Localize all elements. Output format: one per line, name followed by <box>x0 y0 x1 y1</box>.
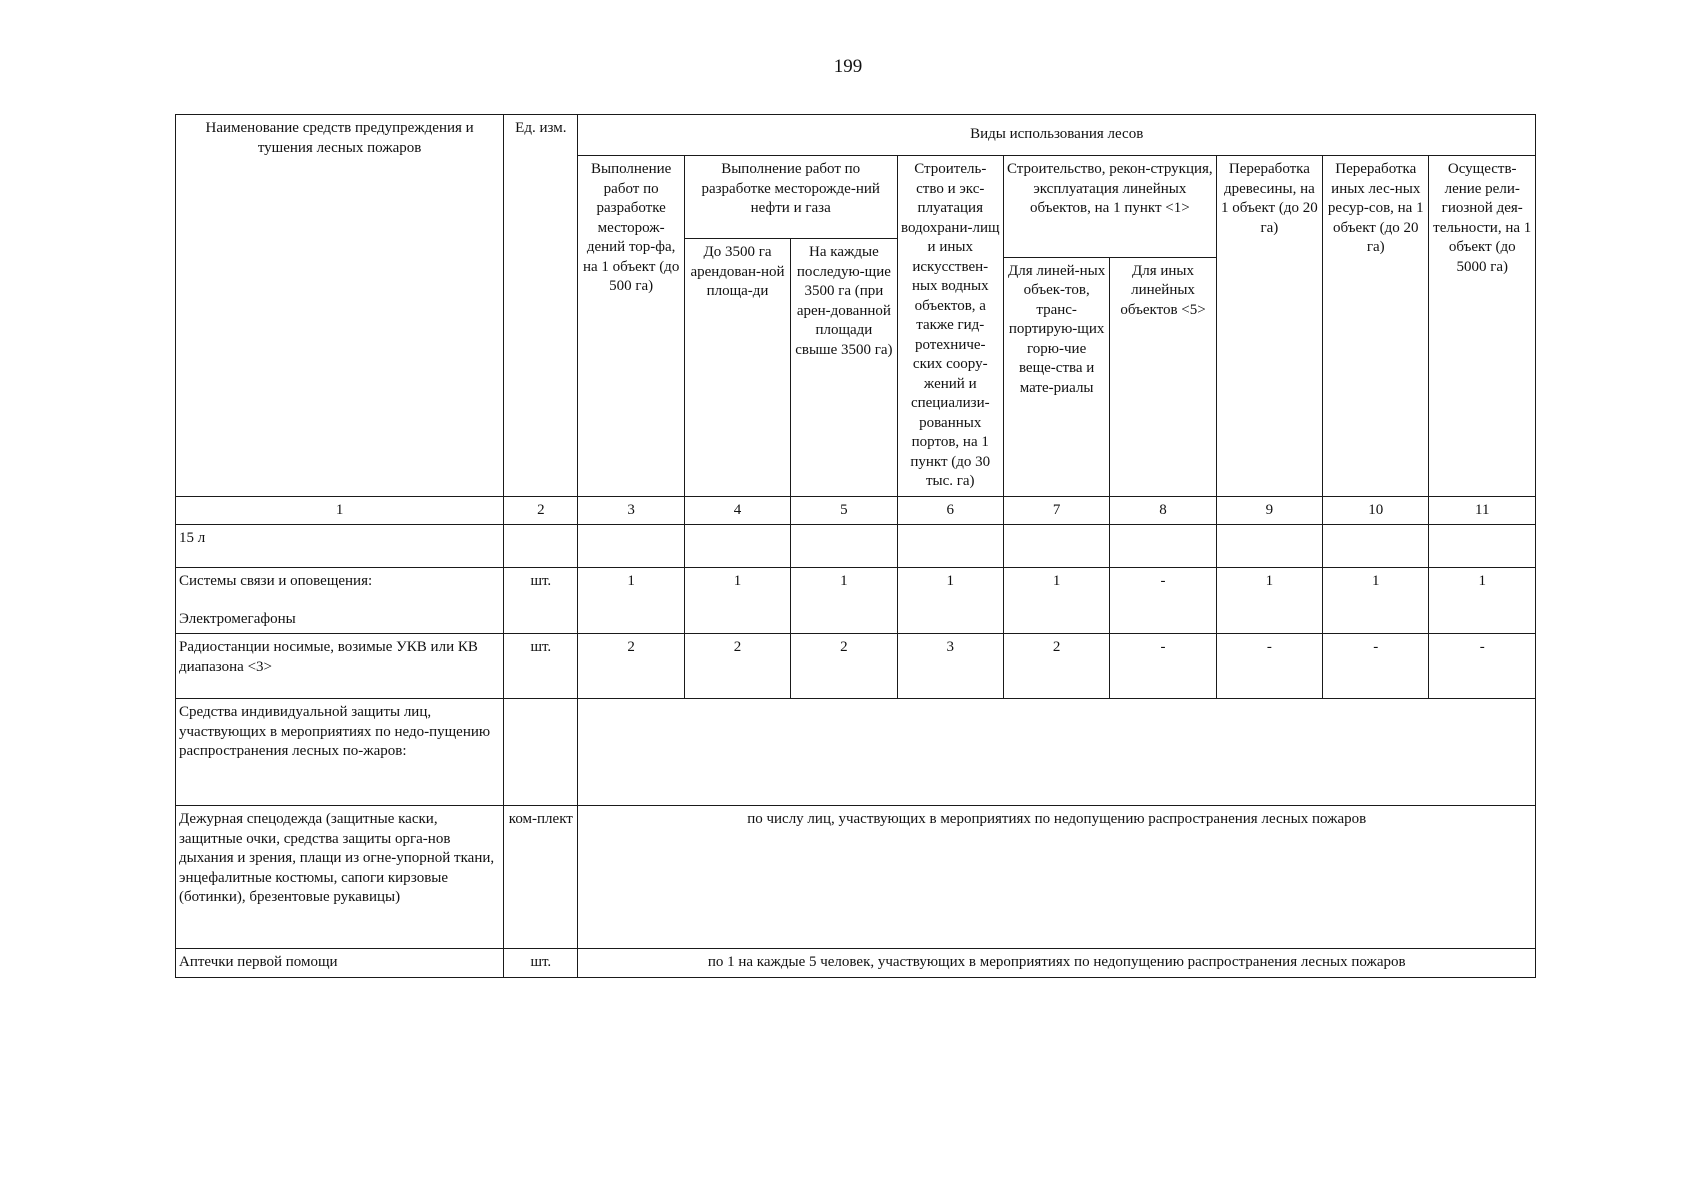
row-value: 2 <box>578 634 684 699</box>
header-col10: Переработка иных лес-ных ресур-сов, на 1 объект (до 20 га) <box>1323 156 1429 497</box>
header-col7: Для линей-ных объек-тов, транс-портирую-щих горю-чие веще-ства и мате-риалы <box>1003 257 1109 496</box>
column-number: 10 <box>1323 496 1429 525</box>
column-number: 7 <box>1003 496 1109 525</box>
empty-cell <box>684 525 790 568</box>
row-name-cell <box>176 568 504 634</box>
empty-cell <box>791 525 897 568</box>
row-value: - <box>1429 634 1536 699</box>
empty-cell <box>1110 525 1216 568</box>
forest-fire-equipment-table <box>175 114 1536 978</box>
column-number: 6 <box>897 496 1003 525</box>
row-value: 1 <box>791 568 897 634</box>
table-row-megaphones <box>176 568 1536 634</box>
column-number: 4 <box>684 496 790 525</box>
header-col6: Строитель-ство и экс-плуатация водохрани-лищ и иных искусствен-ных водных объектов, а также гид-ротехниче-ских соору-жений и специализи-рованных портов, на 1 пункт (до 30 тыс. га) <box>897 156 1003 497</box>
column-number: 9 <box>1216 496 1322 525</box>
empty-cell <box>504 525 578 568</box>
row-unit: шт. <box>504 634 578 699</box>
header-col78-group: Строительство, рекон-струкция, эксплуатация линейных объектов, на 1 пункт <1> <box>1003 156 1216 258</box>
empty-cell <box>1216 525 1322 568</box>
header-unit-col: Ед. изм. <box>504 115 578 497</box>
row-value: 1 <box>1003 568 1109 634</box>
row-value: - <box>1110 634 1216 699</box>
row-unit: ком-плект <box>504 806 578 949</box>
header-name-col: Наименование средств предупреждения и тушения лесных пожаров <box>176 115 504 497</box>
row-name: Средства индивидуальной защиты лиц, участвующих в мероприятиях по недо-пущению распространения лесных по-жаров: <box>176 699 504 806</box>
empty-cell <box>504 699 578 806</box>
row-value: - <box>1110 568 1216 634</box>
empty-cell <box>897 525 1003 568</box>
row-value: 2 <box>791 634 897 699</box>
column-number: 2 <box>504 496 578 525</box>
row-value: 1 <box>578 568 684 634</box>
empty-cell <box>1003 525 1109 568</box>
row-name: Дежурная спецодежда (защитные каски, защитные очки, средства защиты орга-нов дыхания и зрения, плащи из огне-упорной ткани, энцефалитные костюмы, сапоги кирзовые (ботинки), брезентовые рукавицы) <box>176 806 504 949</box>
table-row-personal-protection <box>176 699 1536 806</box>
row-merged-value: по 1 на каждые 5 человек, участвующих в мероприятиях по недопущению распространения лесных пожаров <box>578 949 1536 978</box>
column-number: 3 <box>578 496 684 525</box>
row-value: 2 <box>684 634 790 699</box>
column-number: 8 <box>1110 496 1216 525</box>
column-number: 11 <box>1429 496 1536 525</box>
row-value: 1 <box>684 568 790 634</box>
column-number-row <box>176 496 1536 525</box>
header-col4: До 3500 га арендован-ной площа-ди <box>684 239 790 497</box>
row-name: Аптечки первой помощи <box>176 949 504 978</box>
section-heading-communication: Системы связи и оповещения: <box>179 573 373 589</box>
row-value: 1 <box>1429 568 1536 634</box>
header-col11: Осуществ-ление рели-гиозной дея-тельности, на 1 объект (до 5000 га) <box>1429 156 1536 497</box>
header-col45-group: Выполнение работ по разработке месторожде-ний нефти и газа <box>684 156 897 239</box>
row-name: Радиостанции носимые, возимые УКВ или КВ диапазона <3> <box>176 634 504 699</box>
row-value: - <box>1323 634 1429 699</box>
table-row-radio <box>176 634 1536 699</box>
header-col5: На каждые последую-щие 3500 га (при арен-дованной площади свыше 3500 га) <box>791 239 897 497</box>
column-number: 1 <box>176 496 504 525</box>
column-number: 5 <box>791 496 897 525</box>
row-value: 1 <box>1323 568 1429 634</box>
table-row-clothing <box>176 806 1536 949</box>
row-merged-value: по числу лиц, участвующих в мероприятиях по недопущению распространения лесных пожаров <box>578 806 1536 949</box>
empty-cell <box>1323 525 1429 568</box>
table-row-15l <box>176 525 1536 568</box>
empty-cell <box>1429 525 1536 568</box>
header-col8: Для иных линейных объектов <5> <box>1110 257 1216 496</box>
empty-merged-cell <box>578 699 1536 806</box>
row-value: 3 <box>897 634 1003 699</box>
row-value: - <box>1216 634 1322 699</box>
header-col3: Выполнение работ по разработке месторож-дений тор-фа, на 1 объект (до 500 га) <box>578 156 684 497</box>
empty-cell <box>578 525 684 568</box>
header-row-1 <box>176 115 1536 156</box>
page-number: 199 <box>833 56 863 77</box>
row-name: Электромегафоны <box>179 610 296 627</box>
row-value: 1 <box>897 568 1003 634</box>
table-row-first-aid <box>176 949 1536 978</box>
row-unit: шт. <box>504 568 578 634</box>
header-col9: Переработка древесины, на 1 объект (до 20 га) <box>1216 156 1322 497</box>
row-unit: шт. <box>504 949 578 978</box>
row-name: 15 л <box>176 525 504 568</box>
row-value: 1 <box>1216 568 1322 634</box>
row-value: 2 <box>1003 634 1109 699</box>
header-group-title: Виды использования лесов <box>578 115 1536 156</box>
